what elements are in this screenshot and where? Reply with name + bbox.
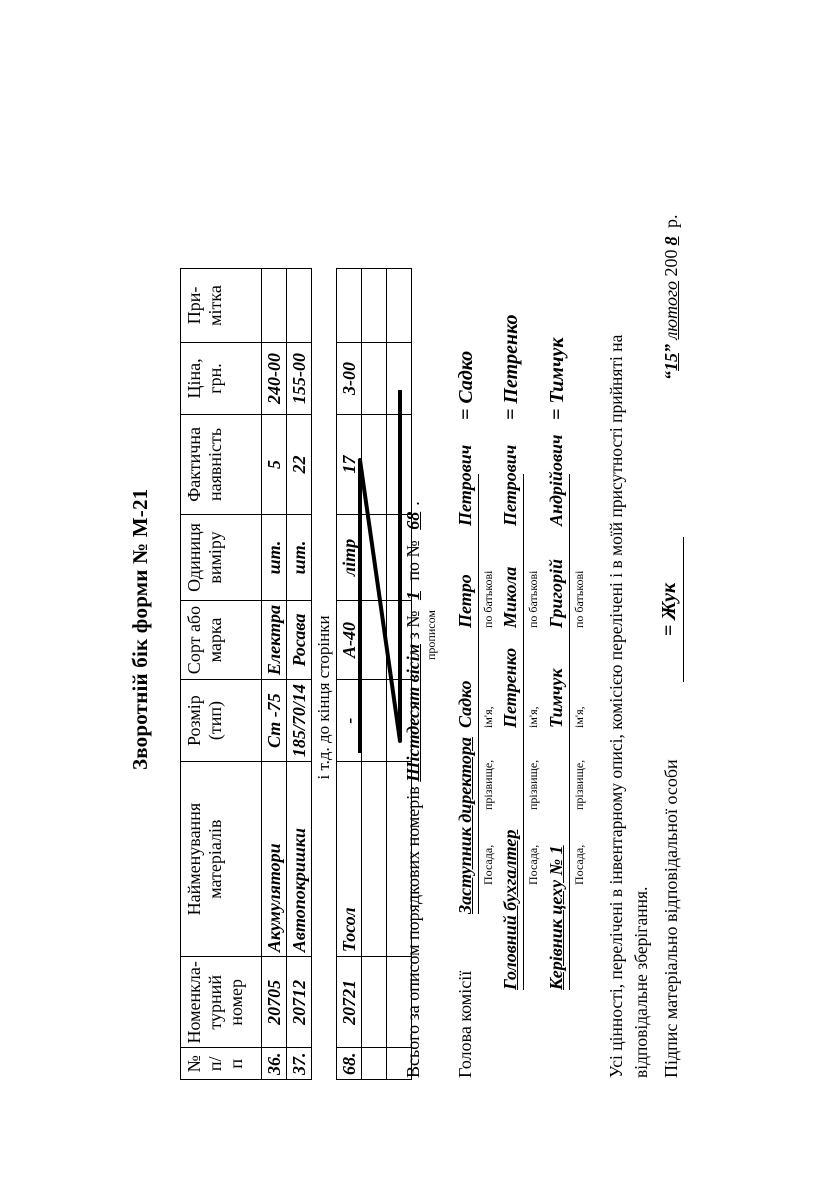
to-number: 68 (403, 511, 423, 530)
table-cell: А-40 (337, 600, 362, 679)
sub-patronymic: по батькові (572, 570, 586, 628)
date-close-quote: ” (661, 344, 681, 353)
statement-line: Усі цінності, перелічені в інвентарному описі, комісією перелічені і в моїй присутності прийняті на (606, 334, 626, 1078)
table-cell (337, 268, 362, 342)
table-cell: Ст -75 (262, 680, 287, 762)
sub-name: ім'я, (481, 706, 495, 728)
table-cell: 5 (262, 414, 287, 514)
header-cell: Фактична наявність (181, 414, 262, 514)
header-cell: Ціна, грн. (181, 342, 262, 414)
table-gap-row (312, 268, 337, 1079)
total-words: Шістдесят вісім (403, 643, 423, 782)
sub-surname: прізвище, (572, 759, 586, 810)
total-line: Всього за описом порядкових номерів Шістдесят вісім з № 1 по № 68. (403, 501, 423, 1078)
table-cell (287, 268, 312, 342)
sub-surname: прізвище, (481, 759, 495, 810)
to-label: по № (403, 540, 423, 581)
sub-name: ім'я, (526, 706, 540, 728)
table-cell: 37. (287, 1048, 312, 1080)
date-suffix: р. (661, 214, 681, 228)
commission-surname: Петренко (500, 647, 520, 728)
sub-position: Посада, (526, 844, 540, 885)
table-cell: - (337, 680, 362, 762)
table-row (337, 268, 362, 1079)
table-cell (262, 268, 287, 342)
signature-label: Підпис матеріально відповідальної особи (661, 759, 681, 1078)
table-cell: 240-00 (262, 342, 287, 414)
table-cell: 22 (287, 414, 312, 514)
page-title: Зворотній бік форми № М-21 (128, 488, 152, 770)
date-open-quote: “ (661, 371, 681, 380)
table-cell: 185/70/14 (287, 680, 312, 762)
table-cell: 20712 (287, 957, 312, 1048)
sub-position: Посада, (481, 844, 495, 885)
table-cell: 17 (337, 414, 362, 514)
commission-signature: = Тимчук (546, 337, 568, 420)
table-row (262, 268, 287, 1079)
header-cell: Розмір (тип) (181, 680, 262, 762)
table-cell: Тосол (337, 762, 362, 957)
date-year-digit: 8 (661, 236, 681, 246)
table-cell: 20705 (262, 957, 287, 1048)
table-cell: Акумулятори (262, 762, 287, 957)
header-cell: При-мітка (181, 268, 262, 342)
table-cell: Автопокришки (287, 762, 312, 957)
chair-label: Голова комісії (455, 970, 475, 1078)
commission-name: Микола (500, 566, 520, 628)
date (661, 214, 682, 380)
commission-position: Керівник цеху № 1 (546, 845, 566, 990)
commission-signature: = Садко (455, 350, 477, 420)
table-cell: Росава (287, 600, 312, 679)
total-prefix: Всього за описом порядкових номерів (403, 786, 423, 1078)
commission-name: Григорій (546, 558, 566, 628)
commission-patronymic: Андрійович (546, 434, 566, 526)
table-cell: шт. (287, 514, 312, 600)
sub-surname: прізвище, (526, 759, 540, 810)
sub-name: ім'я, (572, 706, 586, 728)
inventory-table (180, 268, 412, 1080)
table-cell: 36. (262, 1048, 287, 1080)
sub-position: Посада, (572, 844, 586, 885)
table-cell: шт. (262, 514, 287, 600)
from-number: 1 (403, 591, 423, 601)
commission-patronymic: Петрович (455, 444, 475, 526)
table-row (287, 268, 312, 1079)
table-cell: Електра (262, 600, 287, 679)
header-cell: Одиниця виміру (181, 514, 262, 600)
date-year-prefix: 200 (661, 249, 681, 277)
date-month: лютого (661, 280, 681, 340)
commission-signature: = Петренко (500, 314, 522, 420)
date-day: 15 (661, 353, 681, 371)
header-cell: Номенкла-турний номер (181, 957, 262, 1048)
gap-text: і т.д. до кінця сторінки (312, 268, 337, 1079)
header-cell: № п/п (181, 1048, 262, 1080)
signature-value: = Жук (658, 582, 680, 637)
commission-name: Петро (455, 574, 475, 628)
table-header-row (181, 268, 262, 1079)
sub-patronymic: по батькові (526, 570, 540, 628)
from-label: з № (403, 610, 423, 640)
header-cell: Сорт або марка (181, 600, 262, 679)
table-cell: 68. (337, 1048, 362, 1080)
statement-line: відповідальне зберігання. (631, 886, 651, 1078)
total-sublabel: прописом (424, 610, 438, 660)
sub-patronymic: по батькові (481, 570, 495, 628)
header-cell: Найменування матеріалів (181, 762, 262, 957)
commission-patronymic: Петрович (500, 444, 520, 526)
table-cell: 20721 (337, 957, 362, 1048)
table-row (362, 268, 387, 1079)
commission-position: Головний бухгалтер (500, 829, 520, 990)
table-cell: літр (337, 514, 362, 600)
table-cell: 155-00 (287, 342, 312, 414)
commission-position: Заступник директора (455, 737, 475, 914)
commission-surname: Садко (455, 680, 475, 728)
commission-surname: Тимчук (546, 668, 566, 728)
table-cell: 3-00 (337, 342, 362, 414)
